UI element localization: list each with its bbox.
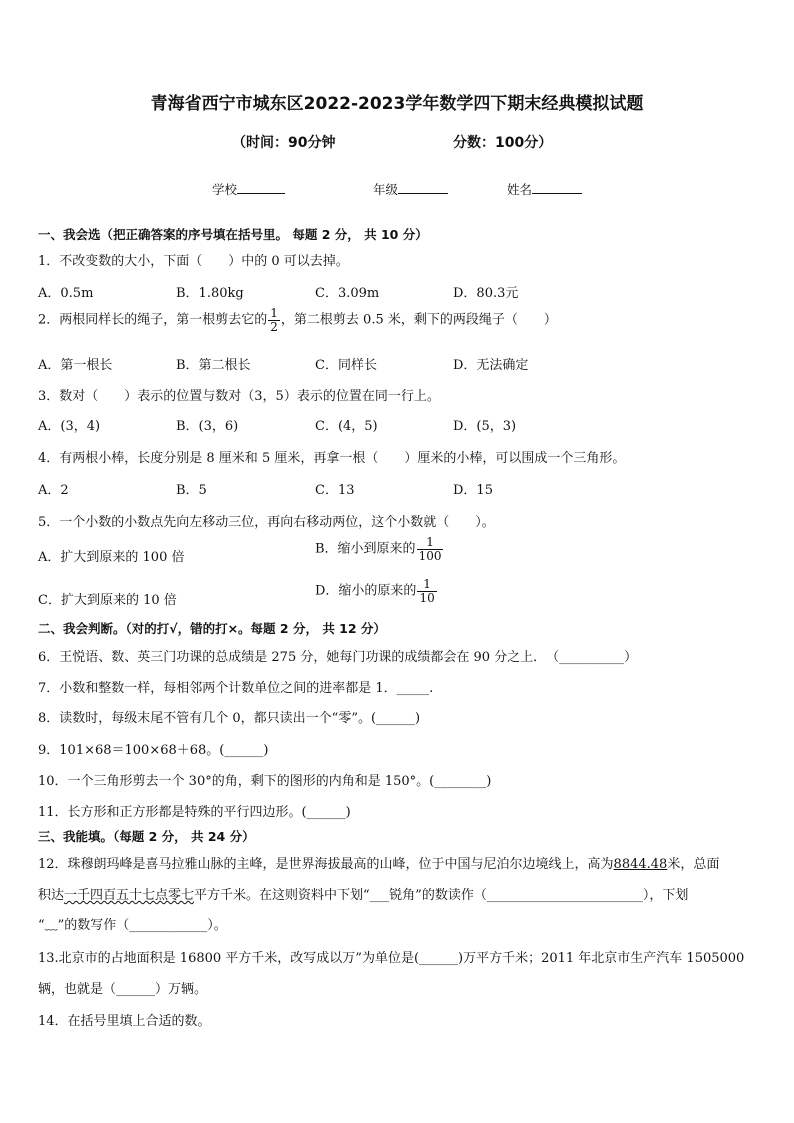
grade-label: 年级 (373, 182, 399, 197)
school-label: 学校 (212, 182, 238, 197)
school-field (212, 180, 285, 198)
q2-option-c: C．同样长 (315, 358, 377, 373)
q4-option-a: A．2 (38, 483, 69, 498)
q5-option-a: A．扩大到原来的 100 倍 (38, 550, 185, 565)
question-3: 3．数对（ ）表示的位置与数对（3，5）表示的位置在同一行上。 (38, 389, 440, 404)
q5-option-d: D．缩小的原来的 $\frac{1}{10}$ (315, 577, 435, 605)
question-12-line-2: 积达一千四百五十七点零七平方千米。在这则资料中下划“___锐角”的数读作（________________________），下划 (38, 888, 689, 903)
q3-option-a: A．(3，4) (38, 419, 101, 434)
name-field (507, 180, 582, 198)
question-8: 8．读数时，每级末尾不管有几个 0，都只读出一个“零”。(______) (38, 711, 421, 726)
q2-option-b: B．第二根长 (176, 358, 251, 373)
fraction-one-half: $\frac{1}{2}$ (270, 306, 278, 334)
question-5: 5．一个小数的小数点先向左移动三位，再向右移动两位，这个小数就（ ）。 (38, 515, 495, 530)
q3-option-b: B．(3，6) (176, 419, 239, 434)
question-4: 4．有两根小棒，长度分别是 8 厘米和 5 厘米，再拿一根（ ）厘米的小棒，可以围成一个三角形。 (38, 451, 626, 466)
name-blank[interactable] (532, 181, 582, 194)
name-label: 姓名 (507, 182, 533, 197)
q1-option-b: B．1.80kg (176, 286, 244, 301)
question-13-line-1: 13.北京市的占地面积是 16800 平方千米，改写成以万”为单位是(______)万平方千米；2011 年北京市生产汽车 1505000 (38, 951, 745, 966)
exam-title: 青海省西宁市城东区2022-2023学年数学四下期末经典模拟试题 (150, 94, 644, 114)
question-11: 11．长方形和正方形都是特殊的平行四边形。(______) (38, 805, 351, 820)
question-12-line-3: “﹏”的数写作（____________）。 (38, 918, 227, 933)
section-1-heading: 一、我会选（把正确答案的序号填在括号里。 每题 2 分， 共 10 分） (38, 227, 428, 242)
q3-option-c: C．(4，5) (315, 419, 378, 434)
section-2-heading: 二、我会判断。（对的打√，错的打×。每题 2 分， 共 12 分） (38, 621, 386, 636)
q4-option-b: B．5 (176, 483, 207, 498)
question-7: 7．小数和整数一样，每相邻两个计数单位之间的进率都是 1．_____. (38, 681, 434, 696)
q1-option-a: A．0.5m (38, 286, 94, 301)
question-12-line-1: 12．珠穆朗玛峰是喜马拉雅山脉的主峰，是世界海拔最高的山峰，位于中国与尼泊尔边境线上，高为8844.48米，总面 (38, 857, 720, 872)
section-3-heading: 三、我能填。（每题 2 分， 共 24 分） (38, 829, 255, 844)
q2-option-d: D．无法确定 (453, 358, 529, 373)
question-14: 14．在括号里填上合适的数。 (38, 1014, 211, 1029)
q4-option-d: D．15 (453, 483, 493, 498)
score-label: 分数：100分） (453, 135, 553, 151)
q3-option-d: D．(5，3) (453, 419, 517, 434)
q5-option-c: C．扩大到原来的 10 倍 (38, 593, 177, 608)
q5-option-b: B．缩小到原来的 $\frac{1}{100}$ (315, 535, 442, 563)
fraction-one-tenth: $\frac{1}{10}$ (419, 577, 435, 605)
q4-option-c: C．13 (315, 483, 355, 498)
q2-option-a: A．第一根长 (38, 358, 113, 373)
height-value: 8844.48 (613, 857, 668, 872)
question-6: 6．王悦语、数、英三门功课的总成绩是 275 分，她每门功课的成绩都会在 90 分之上． （__________） (38, 650, 638, 665)
fraction-one-hundredth: $\frac{1}{100}$ (418, 535, 442, 563)
question-2: 2．两根同样长的绳子，第一根剪去它的 $\frac{1}{2}$ ，第二根剪去 0.5 米，剩下的两段绳子（ ） (38, 306, 557, 334)
grade-blank[interactable] (398, 181, 448, 194)
time-label: （时间：90分钟 (232, 135, 336, 151)
question-13-line-2: 辆，也就是（______）万辆。 (38, 982, 208, 997)
q1-option-c: C．3.09m (315, 286, 380, 301)
question-1: 1．不改变数的大小，下面（ ）中的 0 可以去掉。 (38, 254, 349, 269)
question-9: 9．101×68＝100×68＋68。(______) (38, 743, 269, 758)
area-words: 一千四百五十七点零七 (64, 888, 195, 903)
grade-field (373, 180, 448, 198)
school-blank[interactable] (237, 181, 285, 194)
question-10: 10．一个三角形剪去一个 30°的角，剩下的图形的内角和是 150°。(________) (38, 774, 492, 789)
q1-option-d: D．80.3元 (453, 286, 519, 301)
